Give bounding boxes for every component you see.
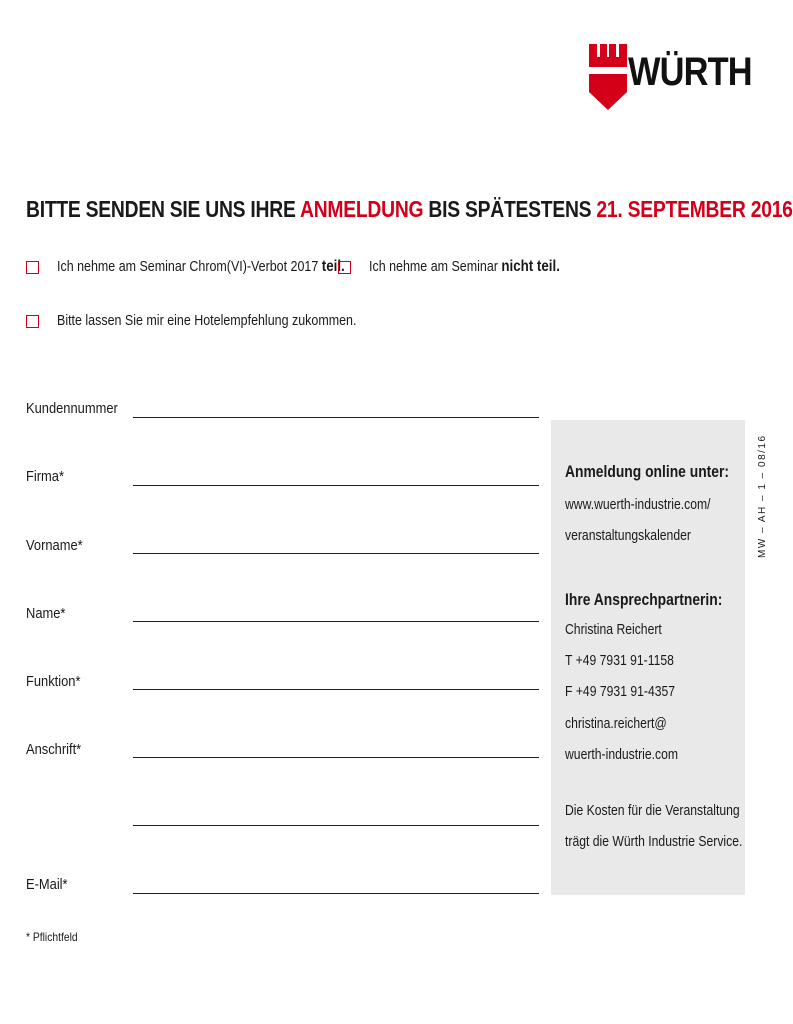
headline-part-1: BITTE SENDEN SIE UNS IHRE <box>26 196 300 222</box>
document-code-text: MW – AH – 1 – 08/16 <box>757 434 768 558</box>
address-field-line-2[interactable] <box>133 825 539 826</box>
hotel-checkbox[interactable] <box>26 315 39 328</box>
customer-number-field[interactable] <box>133 417 539 418</box>
contact-email-line-2[interactable]: wuerth-industrie.com <box>565 747 679 763</box>
contact-heading: Ihre Ansprechpartnerin: <box>565 591 723 609</box>
registration-url-line-2[interactable]: veranstaltungskalender <box>565 528 691 544</box>
contact-fax: F +49 7931 91-4357 <box>565 684 676 700</box>
online-heading: Anmeldung online unter: <box>565 463 730 481</box>
customer-number-label: Kundennummer <box>26 400 118 417</box>
cost-note-line-1: Die Kosten für die Veranstaltung <box>565 803 740 819</box>
email-field[interactable] <box>133 893 539 894</box>
company-field[interactable] <box>133 485 539 486</box>
option-hotel[interactable] <box>26 313 405 329</box>
address-field[interactable] <box>133 757 539 758</box>
last-name-field[interactable] <box>133 621 539 622</box>
headline-part-3: BIS SPÄTESTENS <box>423 196 597 222</box>
cost-note-line-2: trägt die Würth Industrie Service. <box>565 834 743 850</box>
position-field[interactable] <box>133 689 539 690</box>
first-name-label: Vorname* <box>26 537 83 554</box>
page-title <box>26 196 793 223</box>
option-attend[interactable] <box>26 258 392 276</box>
option-hotel-label: Bitte lassen Sie mir eine Hotelempfehlung zukommen. <box>57 313 357 329</box>
position-label: Funktion* <box>26 673 81 690</box>
contact-phone: T +49 7931 91-1158 <box>565 653 674 669</box>
wuerth-emblem-icon <box>588 44 628 110</box>
headline-deadline: 21. SEPTEMBER 2016 <box>596 196 793 222</box>
document-code <box>735 418 768 558</box>
wuerth-wordmark: WÜRTH <box>628 50 752 94</box>
option-not-attend[interactable] <box>338 258 591 276</box>
contact-email-line-1[interactable]: christina.reichert@ <box>565 716 667 732</box>
registration-url-line-1[interactable]: www.wuerth-industrie.com/ <box>565 497 711 513</box>
required-footnote: * Pflichtfeld <box>26 930 78 944</box>
last-name-label: Name* <box>26 605 66 622</box>
attend-checkbox[interactable] <box>26 261 39 274</box>
headline-anmeldung: ANMELDUNG <box>299 196 424 222</box>
not-attend-checkbox[interactable] <box>338 261 351 274</box>
option-attend-label: Ich nehme am Seminar Chrom(VI)-Verbot 2017 teil. <box>57 258 345 275</box>
address-label: Anschrift* <box>26 741 82 758</box>
email-label: E-Mail* <box>26 876 68 893</box>
contact-name: Christina Reichert <box>565 622 662 638</box>
company-label: Firma* <box>26 468 64 485</box>
first-name-field[interactable] <box>133 553 539 554</box>
option-not-attend-label: Ich nehme am Seminar nicht teil. <box>369 258 560 275</box>
